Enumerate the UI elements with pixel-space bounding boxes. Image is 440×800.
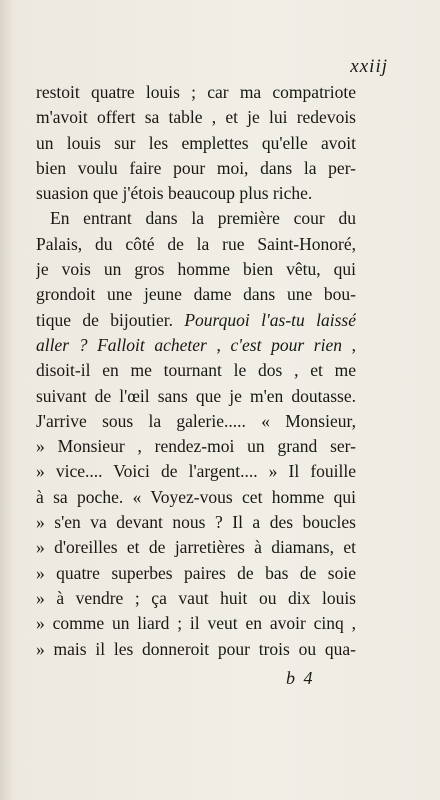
page-number: xxiij	[350, 56, 388, 77]
text-line: m'avoit offert sa table , et je lui redevois	[36, 107, 356, 128]
text-line: un louis sur les emplettes qu'elle avoit	[36, 132, 356, 153]
text-run: ,	[206, 334, 231, 355]
text-run: tique de bijoutier.	[36, 309, 185, 330]
text-line: bien voulu faire pour moi, dans la per-	[36, 157, 356, 178]
text-line: restoit quatre louis ; car ma compatriote	[36, 82, 356, 102]
italic-run: Pourquoi l'as-tu laissé	[184, 309, 356, 330]
text-line: » vice.... Voici de l'argent.... » Il fouille	[36, 461, 356, 482]
text-line: Palais, du côté de la rue Saint-Honoré,	[36, 233, 356, 254]
body-text	[36, 80, 356, 662]
text-line: disoit-il en me tournant le dos , et me	[36, 360, 356, 381]
text-line: je vois un gros homme bien vêtu, qui	[36, 259, 356, 280]
signature-mark: b 4	[286, 668, 315, 688]
text-line: suasion que j'étois beaucoup plus riche.	[36, 183, 313, 204]
text-line: suivant de l'œil sans que je m'en doutasse.	[36, 385, 356, 406]
text-line: à sa poche. « Voyez-vous cet homme qui	[36, 486, 356, 507]
text-line: » d'oreilles et de jarretières à diamans, et	[36, 537, 356, 558]
text-line: » à vendre ; ça vaut huit ou dix louis	[36, 587, 356, 608]
text-line-with-italic	[36, 308, 356, 333]
text-line: En entrant dans la première cour du	[50, 208, 356, 229]
italic-run: c'est pour rien	[230, 334, 342, 355]
italic-run: aller ? Falloit acheter	[36, 334, 207, 355]
text-line: J'arrive sous la galerie..... « Monsieur,	[36, 410, 356, 431]
text-line: grondoit une jeune dame dans une bou-	[36, 284, 356, 305]
text-line: » Monsieur , rendez-moi un grand ser-	[36, 436, 356, 457]
text-line: » s'en va devant nous ? Il a des boucles	[36, 512, 356, 533]
text-line: » quatre superbes paires de bas de soie	[36, 562, 356, 583]
text-line-with-italic	[36, 333, 356, 358]
text-line: » mais il les donneroit pour trois ou qua-	[36, 638, 356, 659]
text-run: ,	[341, 334, 356, 355]
text-line: » comme un liard ; il veut en avoir cinq ,	[36, 613, 356, 634]
